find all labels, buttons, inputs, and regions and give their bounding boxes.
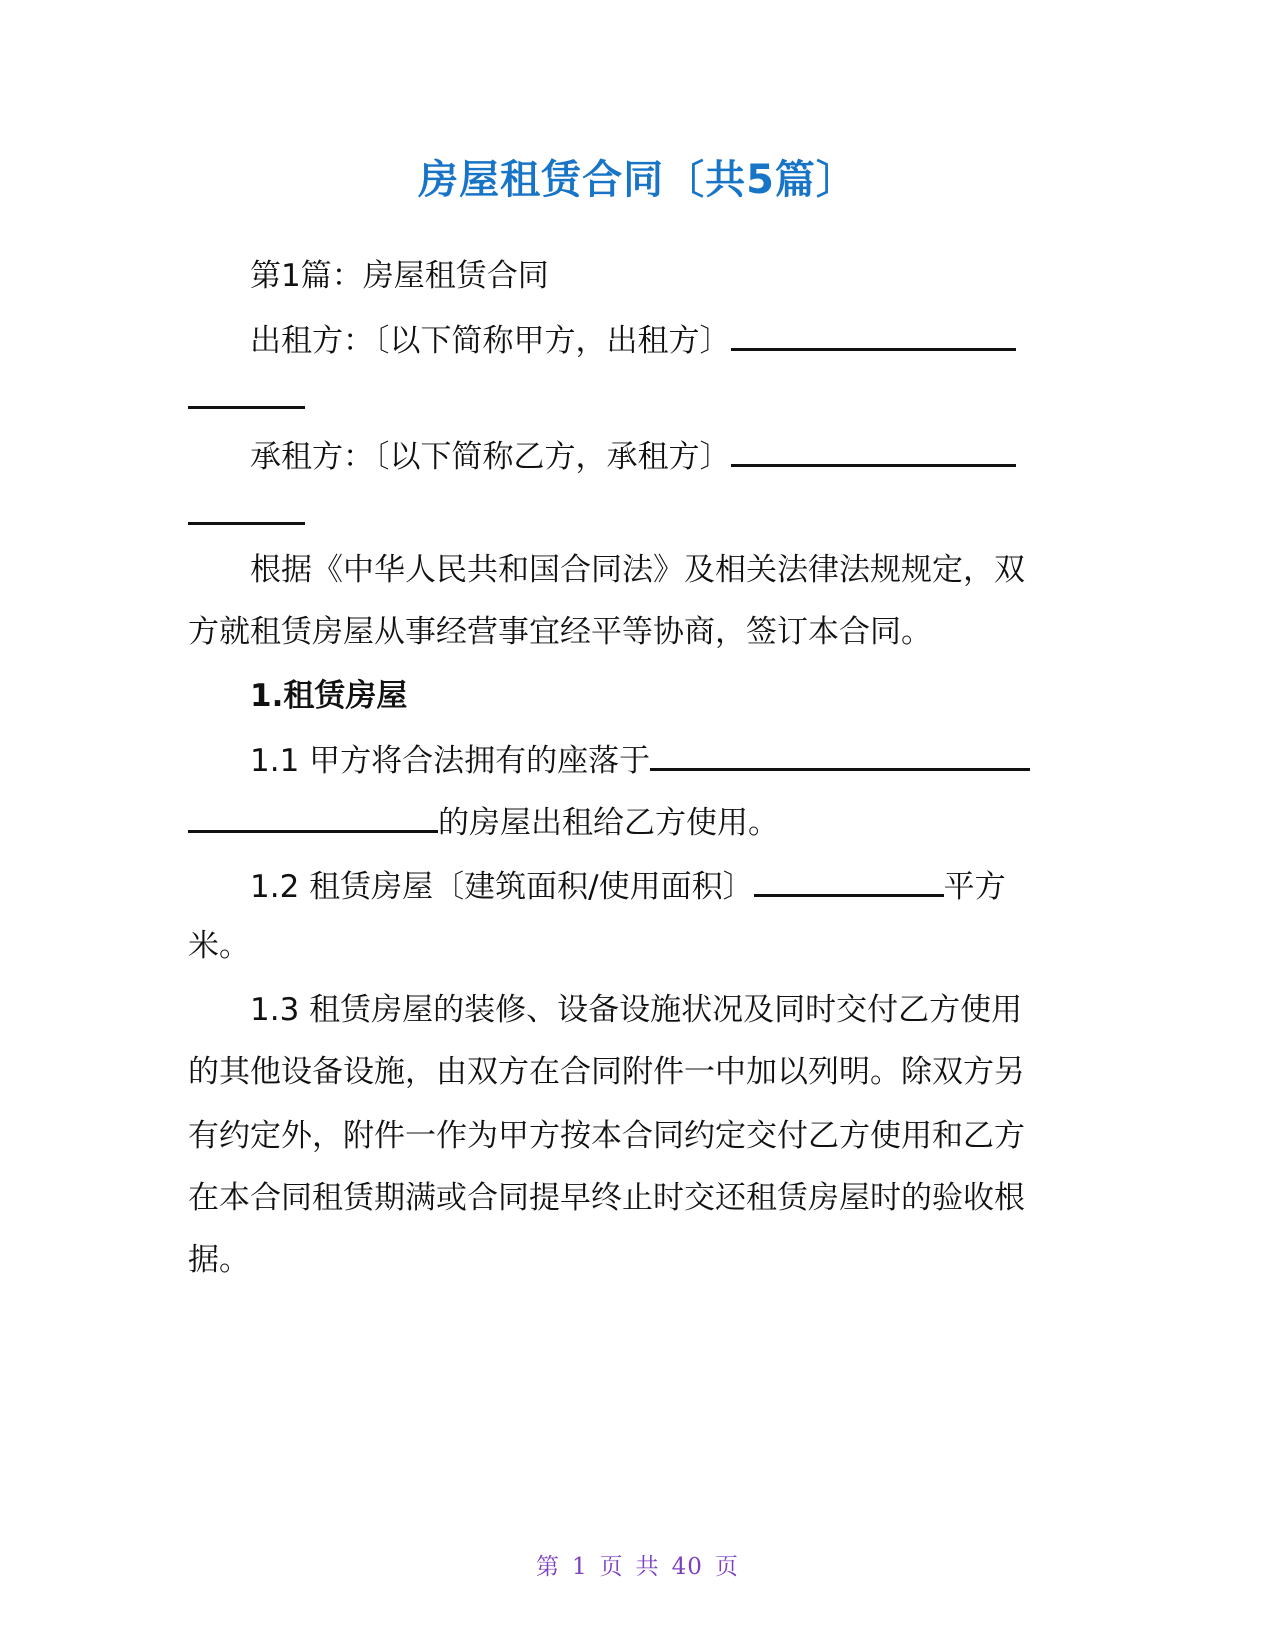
lessor-label: 出租方：〔以下简称甲方，出租方〕 [250, 323, 731, 359]
clause-1-2-text: 1.2 租赁房屋〔建筑面积/使用面积〕 [250, 869, 754, 905]
clause-1-1-line-1 [250, 738, 1150, 781]
lessee-blank-continued [188, 522, 305, 525]
lessor-blank-continued [188, 406, 305, 409]
clause-1-3-line-3: 有约定外，附件一作为甲方按本合同约定交付乙方使用和乙方 [188, 1118, 1025, 1154]
clause-1-3-line-5: 据。 [188, 1242, 250, 1278]
lessee-blank [731, 434, 1016, 467]
clause-1-3-line-2: 的其他设备设施，由双方在合同附件一中加以列明。除双方另 [188, 1054, 1025, 1090]
address-blank [650, 738, 1030, 771]
footer-word-ye-2: 页 [714, 1554, 739, 1580]
area-blank [754, 864, 944, 897]
page-footer [0, 1548, 1275, 1581]
clause-1-3-line-4: 在本合同租赁期满或合同提早终止时交还租赁房屋时的验收根 [188, 1180, 1025, 1216]
lessee-label: 承租方：〔以下简称乙方，承租方〕 [250, 439, 731, 475]
intro-text-line-1: 根据《中华人民共和国合同法》及相关法律法规规定，双 [250, 552, 1025, 588]
footer-total-pages: 40 [671, 1554, 703, 1580]
clause-1-1-line-2 [188, 800, 1088, 843]
clause-1-1-text: 1.1 甲方将合法拥有的座落于 [250, 743, 651, 779]
footer-word-gong: 共 [635, 1554, 660, 1580]
document-title: 房屋租赁合同〔共5篇〕 [418, 157, 857, 203]
clause-1-1-text-continued: 的房屋出租给乙方使用。 [438, 805, 779, 841]
footer-page-number: 1 [572, 1554, 588, 1580]
chapter-heading: 第1篇：房屋租赁合同 [250, 258, 549, 294]
clause-1-3-line-1: 1.3 租赁房屋的装修、设备设施状况及同时交付乙方使用 [250, 992, 1023, 1028]
lessee-line [250, 434, 1150, 477]
footer-word-di: 第 [536, 1554, 561, 1580]
clause-1-2-line-1 [250, 864, 1150, 907]
lessor-blank [731, 318, 1016, 351]
section-heading: 1.租赁房屋 [250, 678, 408, 714]
intro-text-line-2: 方就租赁房屋从事经营事宜经平等协商，签订本合同。 [188, 614, 932, 650]
address-blank-continued [188, 800, 438, 833]
clause-1-2-unit: 平方 [943, 869, 1006, 905]
lessor-line [250, 318, 1150, 361]
footer-word-ye: 页 [599, 1554, 624, 1580]
clause-1-2-line-2: 米。 [188, 928, 250, 964]
